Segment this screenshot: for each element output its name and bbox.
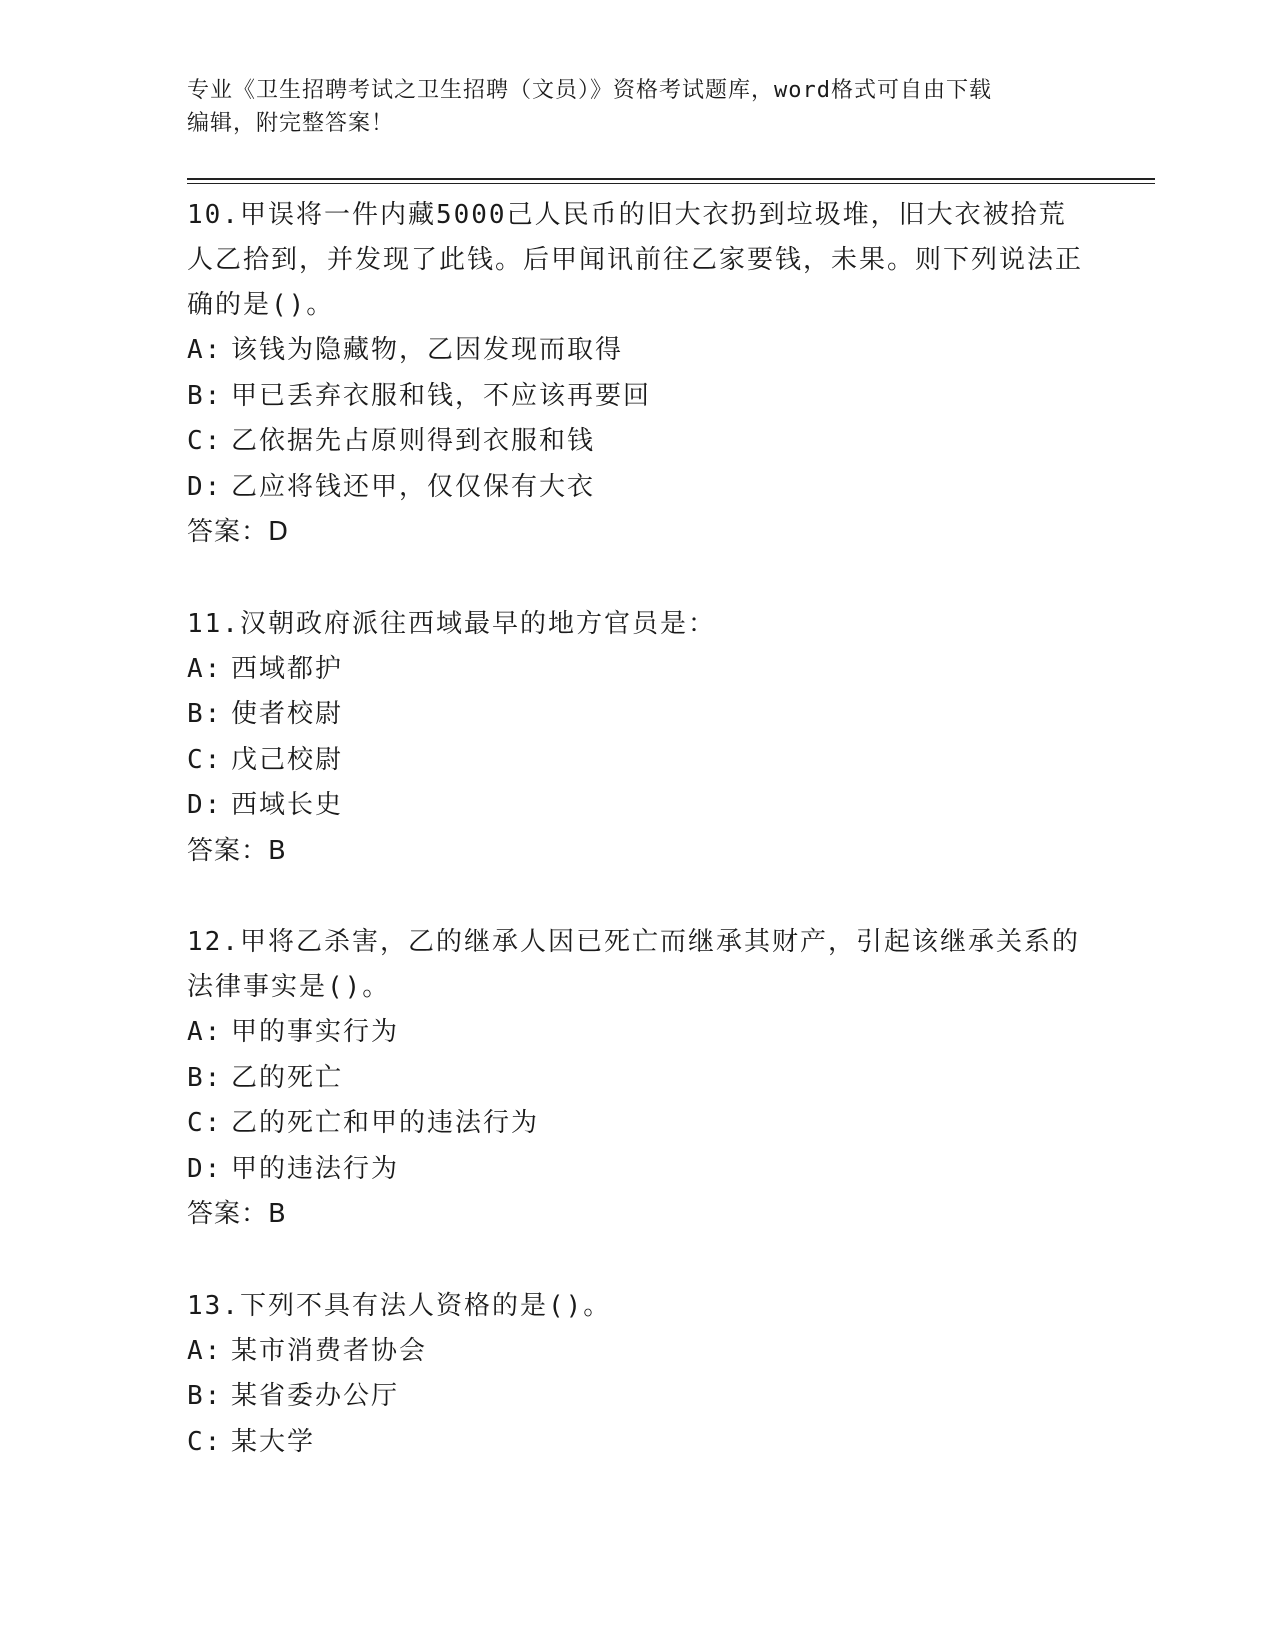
option-text: 甲的事实行为 (231, 1017, 400, 1047)
answer-line: 答案：D (187, 517, 290, 547)
question-stem: 11.汉朝政府派往西域最早的地方官员是： (187, 608, 716, 639)
option-key: B: (187, 1062, 223, 1093)
option-key: C: (187, 1426, 223, 1457)
option-c (187, 738, 1087, 784)
option-a (187, 328, 1087, 374)
option-key: B: (187, 380, 223, 411)
option-key: B: (187, 1381, 223, 1411)
option-text: 乙依据先占原则得到衣服和钱 (231, 426, 596, 456)
option-text: 该钱为隐藏物，乙因发现而取得 (231, 335, 624, 365)
option-key: C: (187, 744, 223, 775)
option-text: 戊己校尉 (231, 744, 344, 775)
option-key: A: (187, 653, 223, 684)
question-12 (187, 920, 1087, 1238)
option-text: 使者校尉 (231, 699, 344, 729)
option-d (187, 783, 1087, 829)
option-a (187, 647, 1087, 693)
option-key: D: (187, 471, 223, 502)
option-a (187, 1010, 1087, 1056)
header-line-1: 专业《卫生招聘考试之卫生招聘（文员）》资格考试题库，word格式可自由下载 (187, 78, 992, 103)
option-c (187, 1420, 1087, 1466)
option-b (187, 374, 1087, 420)
option-c (187, 1101, 1087, 1147)
option-key: A: (187, 1335, 223, 1366)
option-a (187, 1329, 1087, 1375)
option-text: 某市消费者协会 (231, 1335, 428, 1366)
document-header (187, 74, 1087, 140)
option-b (187, 1374, 1087, 1420)
option-text: 甲的违法行为 (231, 1153, 400, 1184)
header-divider-thin (187, 183, 1155, 184)
option-text: 乙应将钱还甲，仅仅保有大衣 (231, 471, 596, 502)
answer-line: 答案：B (187, 835, 287, 866)
option-text: 某大学 (231, 1426, 316, 1457)
option-key: C: (187, 426, 223, 456)
option-text: 西域长史 (231, 790, 344, 820)
option-text: 西域都护 (231, 653, 344, 684)
question-stem: 13.下列不具有法人资格的是()。 (187, 1290, 612, 1321)
question-11 (187, 602, 1087, 875)
question-list (187, 193, 1087, 1511)
question-stem: 12.甲将乙杀害，乙的继承人因已死亡而继承其财产，引起该继承关系的法律事实是()。 (187, 927, 1080, 1002)
answer-line: 答案：B (187, 1199, 287, 1229)
option-key: A: (187, 335, 223, 365)
option-key: A: (187, 1017, 223, 1047)
question-10 (187, 193, 1087, 556)
option-key: B: (187, 699, 223, 729)
option-key: C: (187, 1108, 223, 1138)
option-c (187, 419, 1087, 465)
option-text: 某省委办公厅 (231, 1381, 400, 1411)
option-key: D: (187, 790, 223, 820)
header-divider-thick (187, 178, 1155, 180)
option-b (187, 1056, 1087, 1102)
option-b (187, 692, 1087, 738)
option-d (187, 465, 1087, 511)
question-13 (187, 1284, 1087, 1466)
option-key: D: (187, 1153, 223, 1184)
option-d (187, 1147, 1087, 1193)
option-text: 甲已丢弃衣服和钱，不应该再要回 (231, 380, 652, 411)
option-text: 乙的死亡 (231, 1062, 344, 1093)
option-text: 乙的死亡和甲的违法行为 (231, 1108, 540, 1138)
question-stem: 10.甲误将一件内藏5000己人民币的旧大衣扔到垃圾堆，旧大衣被拾荒人乙拾到，并发现了此钱。后甲闻讯前往乙家要钱，未果。则下列说法正确的是()。 (187, 200, 1084, 320)
header-line-2: 编辑，附完整答案！ (187, 111, 395, 136)
